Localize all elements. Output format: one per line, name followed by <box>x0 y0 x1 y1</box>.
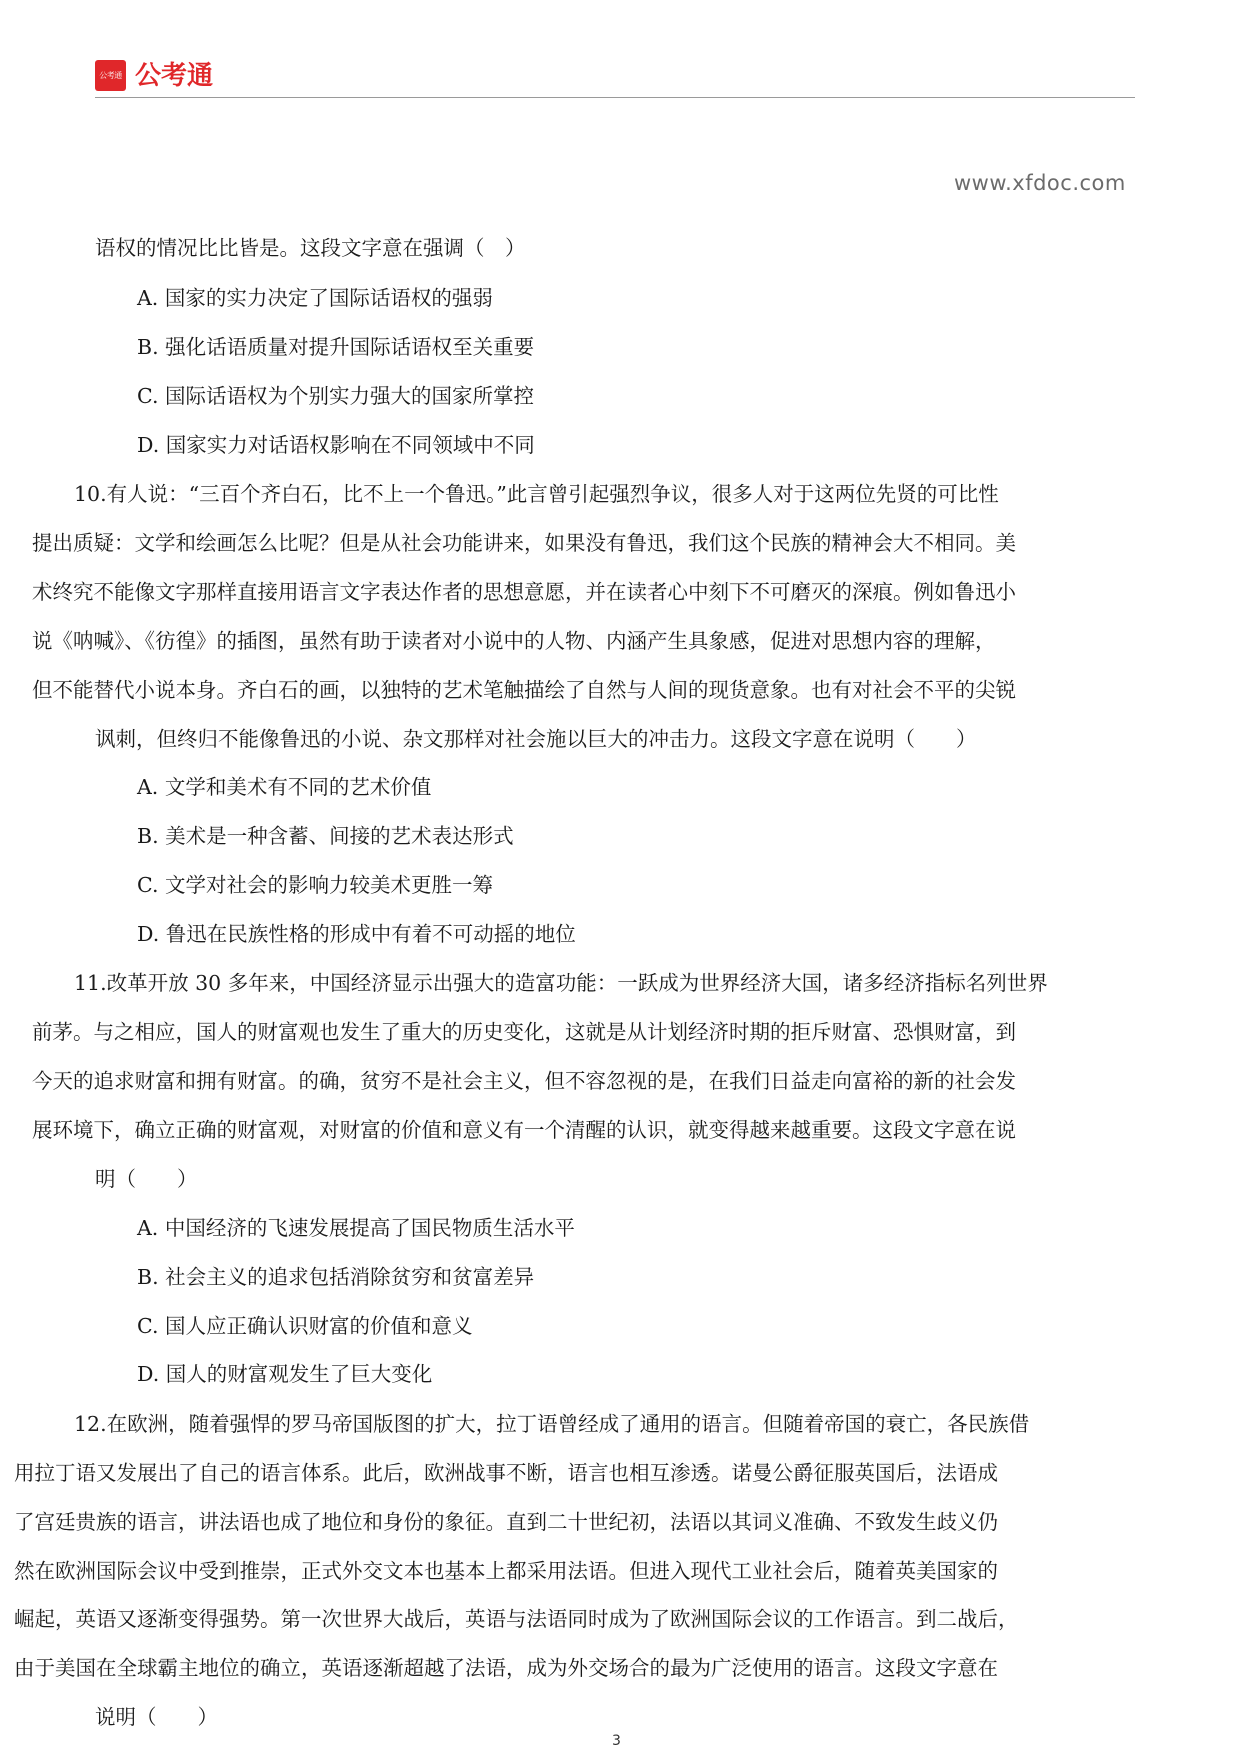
q11-option-c: C. 国人应正确认识财富的价值和意义 <box>137 1314 473 1338</box>
q12-line: 崛起，英语又逐渐变得强势。第一次世界大战后，英语与法语同时成为了欧洲国际会议的工作语言。到二战后， <box>14 1607 1019 1631</box>
q9-option-a: A. 国家的实力决定了国际话语权的强弱 <box>137 286 493 310</box>
site-url: www.xfdoc.com <box>954 171 1126 195</box>
q9-option-b: B. 强化话语质量对提升国际话语权至关重要 <box>137 335 535 359</box>
q10-option-a: A. 文学和美术有不同的艺术价值 <box>137 775 432 799</box>
q11-line: 明（ ） <box>95 1167 198 1191</box>
q12-line: 12.在欧洲，随着强悍的罗马帝国版图的扩大，拉丁语曾经成了通用的语言。但随着帝国的衰亡，各民族借 <box>74 1412 1030 1436</box>
q10-option-b: B. 美术是一种含蓄、间接的艺术表达形式 <box>137 824 514 848</box>
q12-line: 由于美国在全球霸主地位的确立，英语逐渐超越了法语，成为外交场合的最为广泛使用的语言。这段文字意在 <box>14 1656 998 1680</box>
q11-line: 展环境下，确立正确的财富观，对财富的价值和意义有一个清醒的认识，就变得越来越重要。这段文字意在说 <box>32 1118 1016 1142</box>
q10-line: 术终究不能像文字那样直接用语言文字表达作者的思想意愿，并在读者心中刻下不可磨灭的深痕。例如鲁迅小 <box>32 580 1016 604</box>
q9-stem-end: 语权的情况比比皆是。这段文字意在强调（ ） <box>95 236 526 260</box>
q11-option-d: D. 国人的财富观发生了巨大变化 <box>137 1362 433 1386</box>
q10-option-d: D. 鲁迅在民族性格的形成中有着不可动摇的地位 <box>137 922 576 946</box>
q10-line: 说《呐喊》、《彷徨》的插图，虽然有助于读者对小说中的人物、内涵产生具象感，促进对思想内容的理解， <box>32 629 996 653</box>
q10-line: 讽刺，但终归不能像鲁迅的小说、杂文那样对社会施以巨大的冲击力。这段文字意在说明（ ） <box>95 727 977 751</box>
q10-line: 10.有人说：“三百个齐白石，比不上一个鲁迅。”此言曾引起强烈争议，很多人对于这两位先贤的可比性 <box>74 482 999 506</box>
logo-text: 公考通 <box>135 61 214 91</box>
q10-line: 但不能替代小说本身。齐白石的画，以独特的艺术笔触描绘了自然与人间的现货意象。也有对社会不平的尖锐 <box>32 678 1016 702</box>
q9-option-c: C. 国际话语权为个别实力强大的国家所掌控 <box>137 384 534 408</box>
q9-option-d: D. 国家实力对话语权影响在不同领域中不同 <box>137 433 535 457</box>
q12-line: 说明（ ） <box>95 1705 218 1729</box>
q11-option-b: B. 社会主义的追求包括消除贫穷和贫富差异 <box>137 1265 535 1289</box>
q10-option-c: C. 文学对社会的影响力较美术更胜一筹 <box>137 873 493 897</box>
header-divider <box>95 97 1135 98</box>
q12-line: 了宫廷贵族的语言，讲法语也成了地位和身份的象征。直到二十世纪初，法语以其词义准确、不致发生歧义仍 <box>14 1510 998 1534</box>
q11-line: 今天的追求财富和拥有财富。的确，贫穷不是社会主义，但不容忽视的是，在我们日益走向富裕的新的社会发 <box>32 1069 1016 1093</box>
q11-option-a: A. 中国经济的飞速发展提高了国民物质生活水平 <box>137 1216 575 1240</box>
q11-line: 前茅。与之相应，国人的财富观也发生了重大的历史变化，这就是从计划经济时期的拒斥财富、恐惧财富，到 <box>32 1020 1016 1044</box>
q11-line: 11.改革开放 30 多年来，中国经济显示出强大的造富功能：一跃成为世界经济大国，诸多经济指标名列世界 <box>74 971 1048 995</box>
q10-line: 提出质疑：文学和绘画怎么比呢？但是从社会功能讲来，如果没有鲁迅，我们这个民族的精神会大不相同。美 <box>32 531 1016 555</box>
page-number: 3 <box>612 1733 621 1749</box>
q12-line: 用拉丁语又发展出了自己的语言体系。此后，欧洲战事不断，语言也相互渗透。诺曼公爵征服英国后，法语成 <box>14 1461 998 1485</box>
logo-badge: 公考通 <box>95 60 126 91</box>
q12-line: 然在欧洲国际会议中受到推崇，正式外交文本也基本上都采用法语。但进入现代工业社会后，随着英美国家的 <box>14 1559 998 1583</box>
page-header <box>95 57 1135 99</box>
